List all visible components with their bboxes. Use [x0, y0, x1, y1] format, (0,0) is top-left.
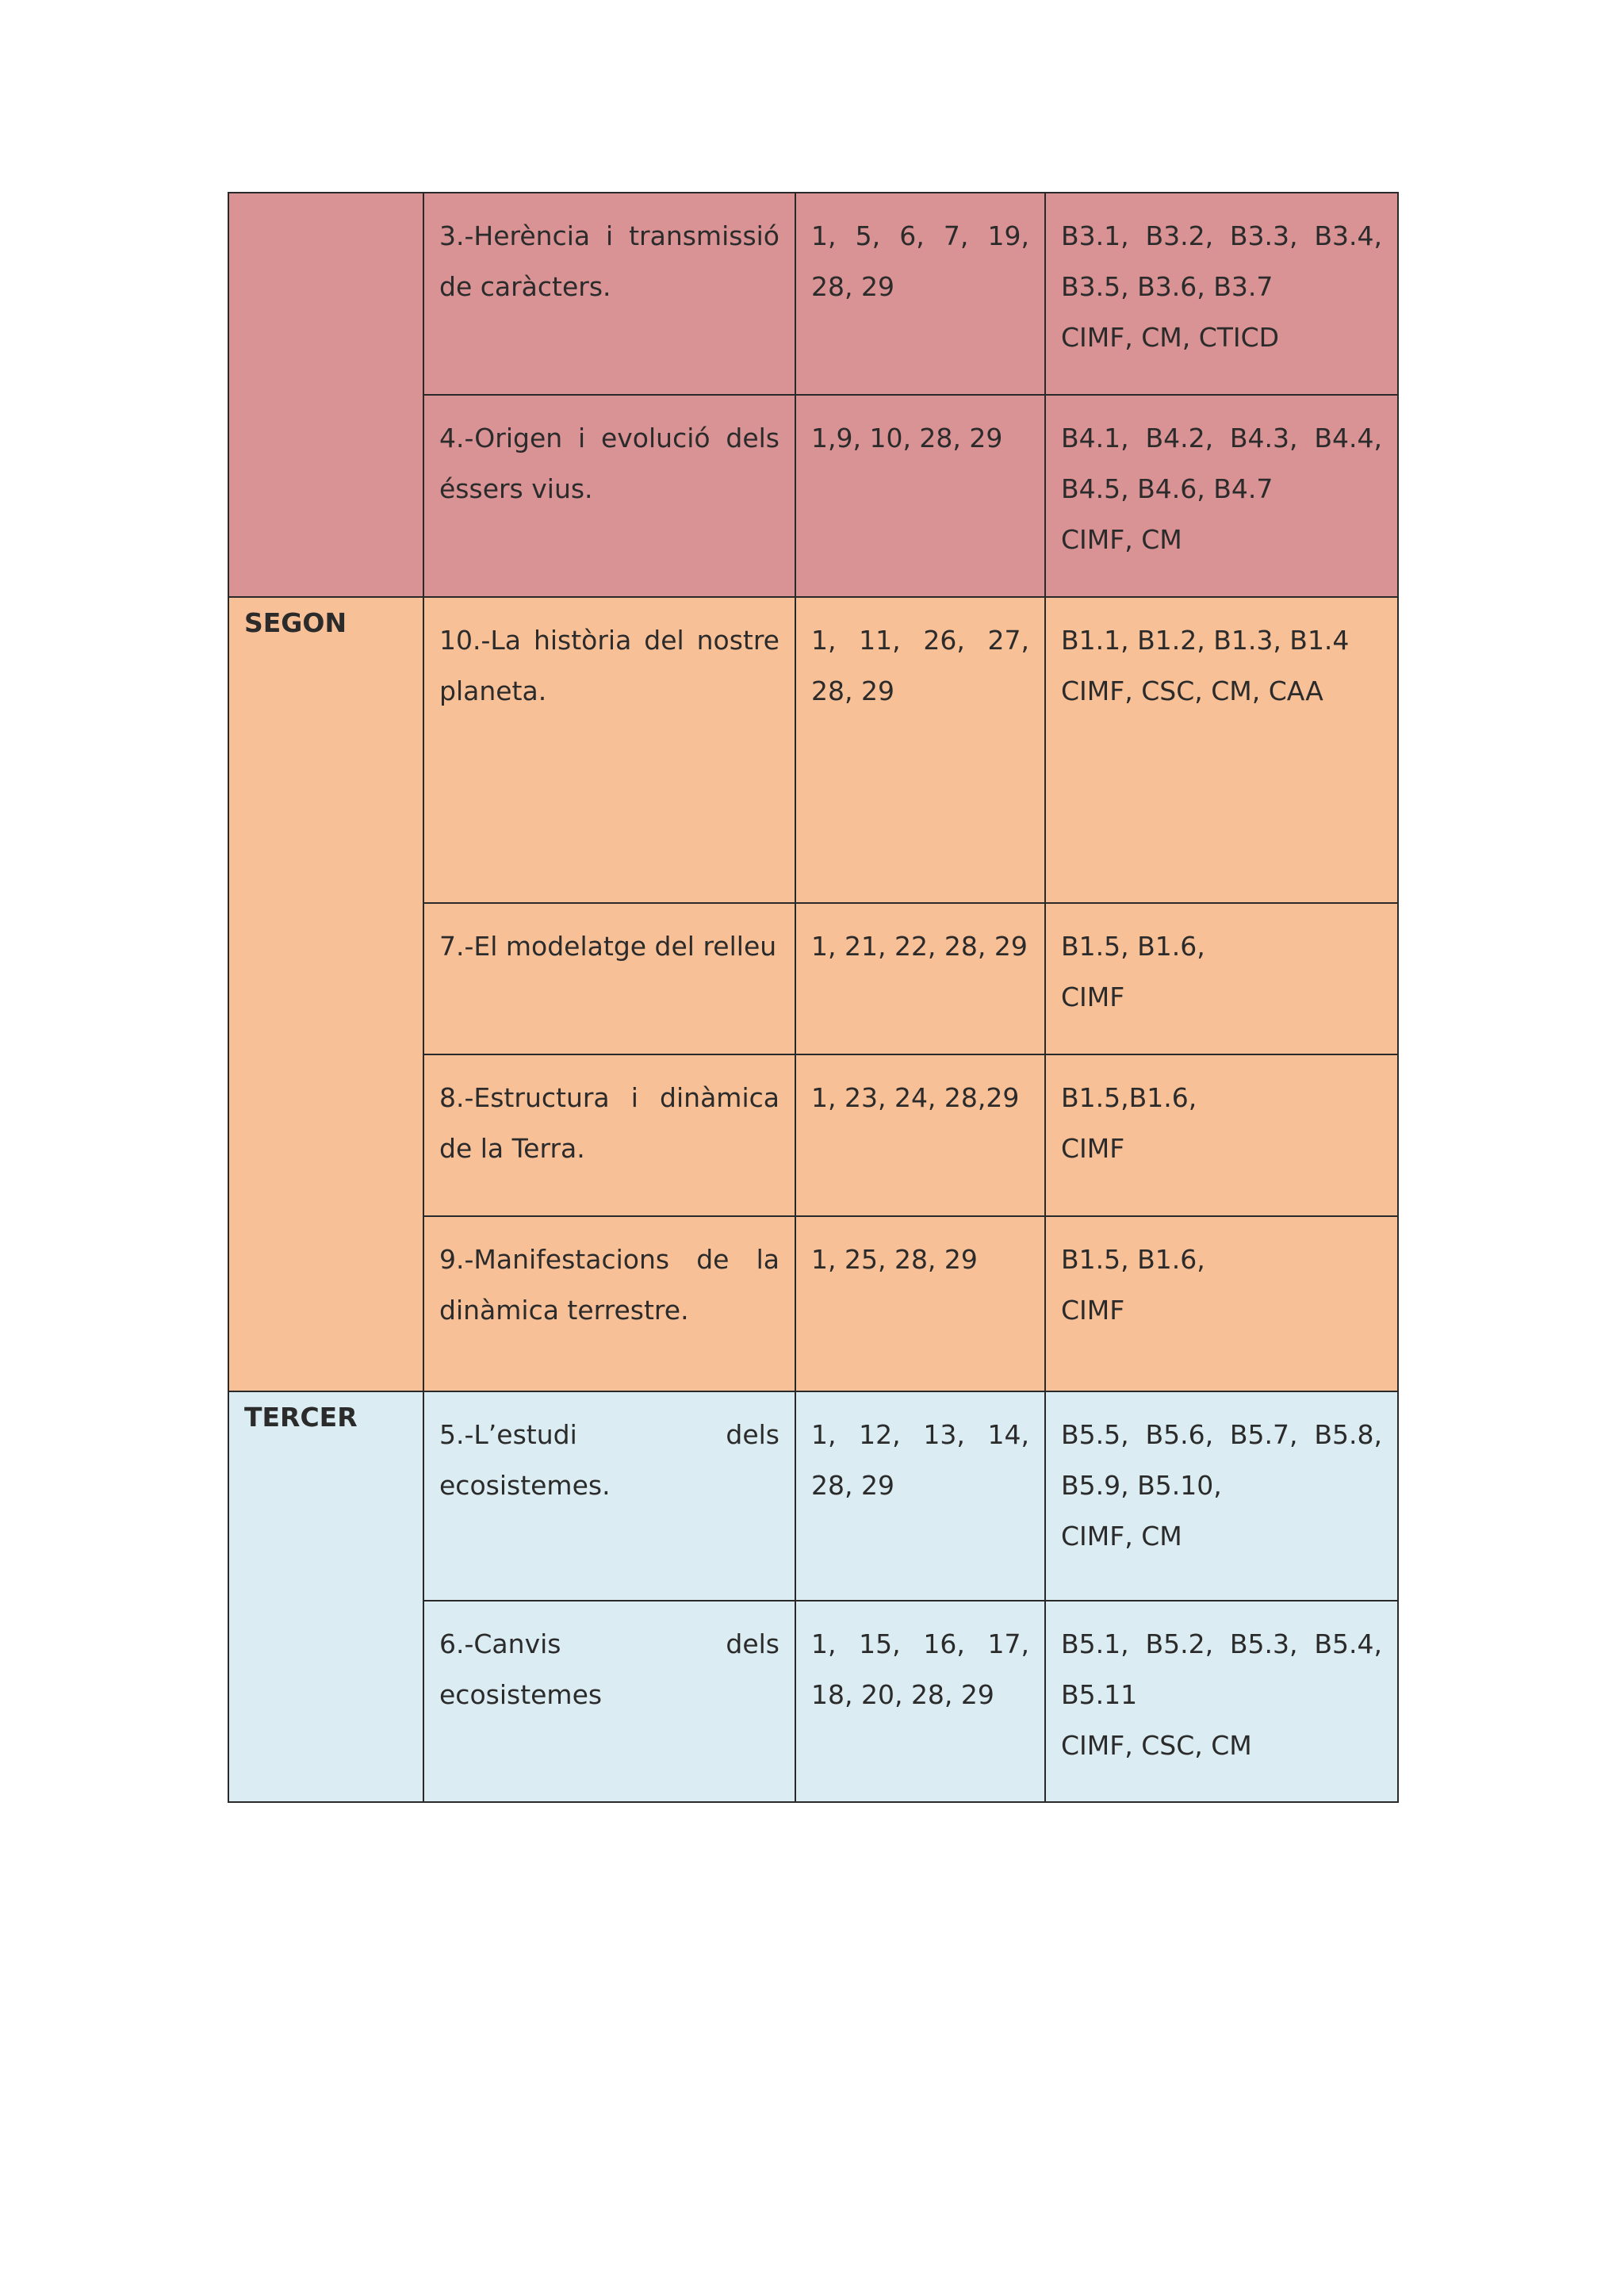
criteria-cell	[795, 1391, 1045, 1601]
standards-cell	[1045, 1054, 1398, 1216]
standards-list: B3.1, B3.2, B3.3, B3.4, B3.5, B3.6, B3.7	[1061, 220, 1382, 302]
standards-list: B4.1, B4.2, B4.3, B4.4, B4.5, B4.6, B4.7	[1061, 423, 1382, 504]
block-label: TERCER	[244, 1402, 358, 1433]
unit-title: 7.-El modelatge del relleu	[439, 931, 777, 962]
curriculum-table	[228, 192, 1399, 1803]
standards-cell	[1045, 395, 1398, 597]
competences-list: CIMF, CM	[1061, 524, 1182, 555]
competences-list: CIMF, CM	[1061, 1521, 1182, 1552]
standards-list: B5.1, B5.2, B5.3, B5.4, B5.11	[1061, 1628, 1382, 1710]
criteria-list: 1, 21, 22, 28, 29	[811, 931, 1028, 962]
unit-cell	[423, 597, 795, 903]
criteria-list: 1, 15, 16, 17, 18, 20, 28, 29	[811, 1628, 1029, 1710]
standards-cell	[1045, 193, 1398, 395]
criteria-list: 1, 5, 6, 7, 19, 28, 29	[811, 220, 1029, 302]
competences-list: CIMF, CSC, CM	[1061, 1730, 1252, 1761]
table-row	[228, 1391, 1398, 1601]
criteria-list: 1, 12, 13, 14, 28, 29	[811, 1419, 1029, 1501]
criteria-cell	[795, 597, 1045, 903]
unit-title: 8.-Estructura i dinàmica de la Terra.	[439, 1082, 779, 1164]
unit-title: 6.-Canvis dels ecosistemes	[439, 1628, 779, 1710]
standards-cell	[1045, 597, 1398, 903]
competences-list: CIMF, CM, CTICD	[1061, 322, 1280, 353]
criteria-list: 1,9, 10, 28, 29	[811, 423, 1003, 453]
unit-cell	[423, 1216, 795, 1391]
block-label-cell	[228, 597, 423, 1391]
competences-list: CIMF, CSC, CM, CAA	[1061, 675, 1323, 706]
unit-title: 9.-Manifestacions de la dinàmica terrestre.	[439, 1244, 779, 1326]
block-label-cell	[228, 1391, 423, 1802]
standards-cell	[1045, 1601, 1398, 1802]
standards-list: B1.5,B1.6,	[1061, 1082, 1197, 1113]
table-row	[228, 597, 1398, 903]
criteria-list: 1, 11, 26, 27, 28, 29	[811, 625, 1029, 706]
criteria-cell	[795, 1601, 1045, 1802]
criteria-cell	[795, 193, 1045, 395]
criteria-cell	[795, 1054, 1045, 1216]
block-label: SEGON	[244, 607, 347, 638]
standards-cell	[1045, 903, 1398, 1054]
unit-cell	[423, 1391, 795, 1601]
criteria-cell	[795, 1216, 1045, 1391]
criteria-list: 1, 23, 24, 28,29	[811, 1082, 1020, 1113]
unit-cell	[423, 193, 795, 395]
standards-list: B1.1, B1.2, B1.3, B1.4	[1061, 625, 1350, 656]
unit-title: 4.-Origen i evolució dels éssers vius.	[439, 423, 779, 504]
competences-list: CIMF	[1061, 982, 1125, 1012]
unit-cell	[423, 1054, 795, 1216]
unit-title: 3.-Herència i transmissió de caràcters.	[439, 220, 779, 302]
standards-list: B5.5, B5.6, B5.7, B5.8, B5.9, B5.10,	[1061, 1419, 1382, 1501]
criteria-cell	[795, 395, 1045, 597]
unit-cell	[423, 1601, 795, 1802]
standards-cell	[1045, 1391, 1398, 1601]
unit-title: 10.-La història del nostre planeta.	[439, 625, 779, 706]
standards-list: B1.5, B1.6,	[1061, 1244, 1205, 1275]
standards-list: B1.5, B1.6,	[1061, 931, 1205, 962]
block-label-cell	[228, 193, 423, 597]
unit-cell	[423, 395, 795, 597]
unit-title: 5.-L’estudi dels ecosistemes.	[439, 1419, 779, 1501]
criteria-list: 1, 25, 28, 29	[811, 1244, 978, 1275]
standards-cell	[1045, 1216, 1398, 1391]
criteria-cell	[795, 903, 1045, 1054]
competences-list: CIMF	[1061, 1295, 1125, 1326]
unit-cell	[423, 903, 795, 1054]
table-row	[228, 193, 1398, 395]
competences-list: CIMF	[1061, 1133, 1125, 1164]
